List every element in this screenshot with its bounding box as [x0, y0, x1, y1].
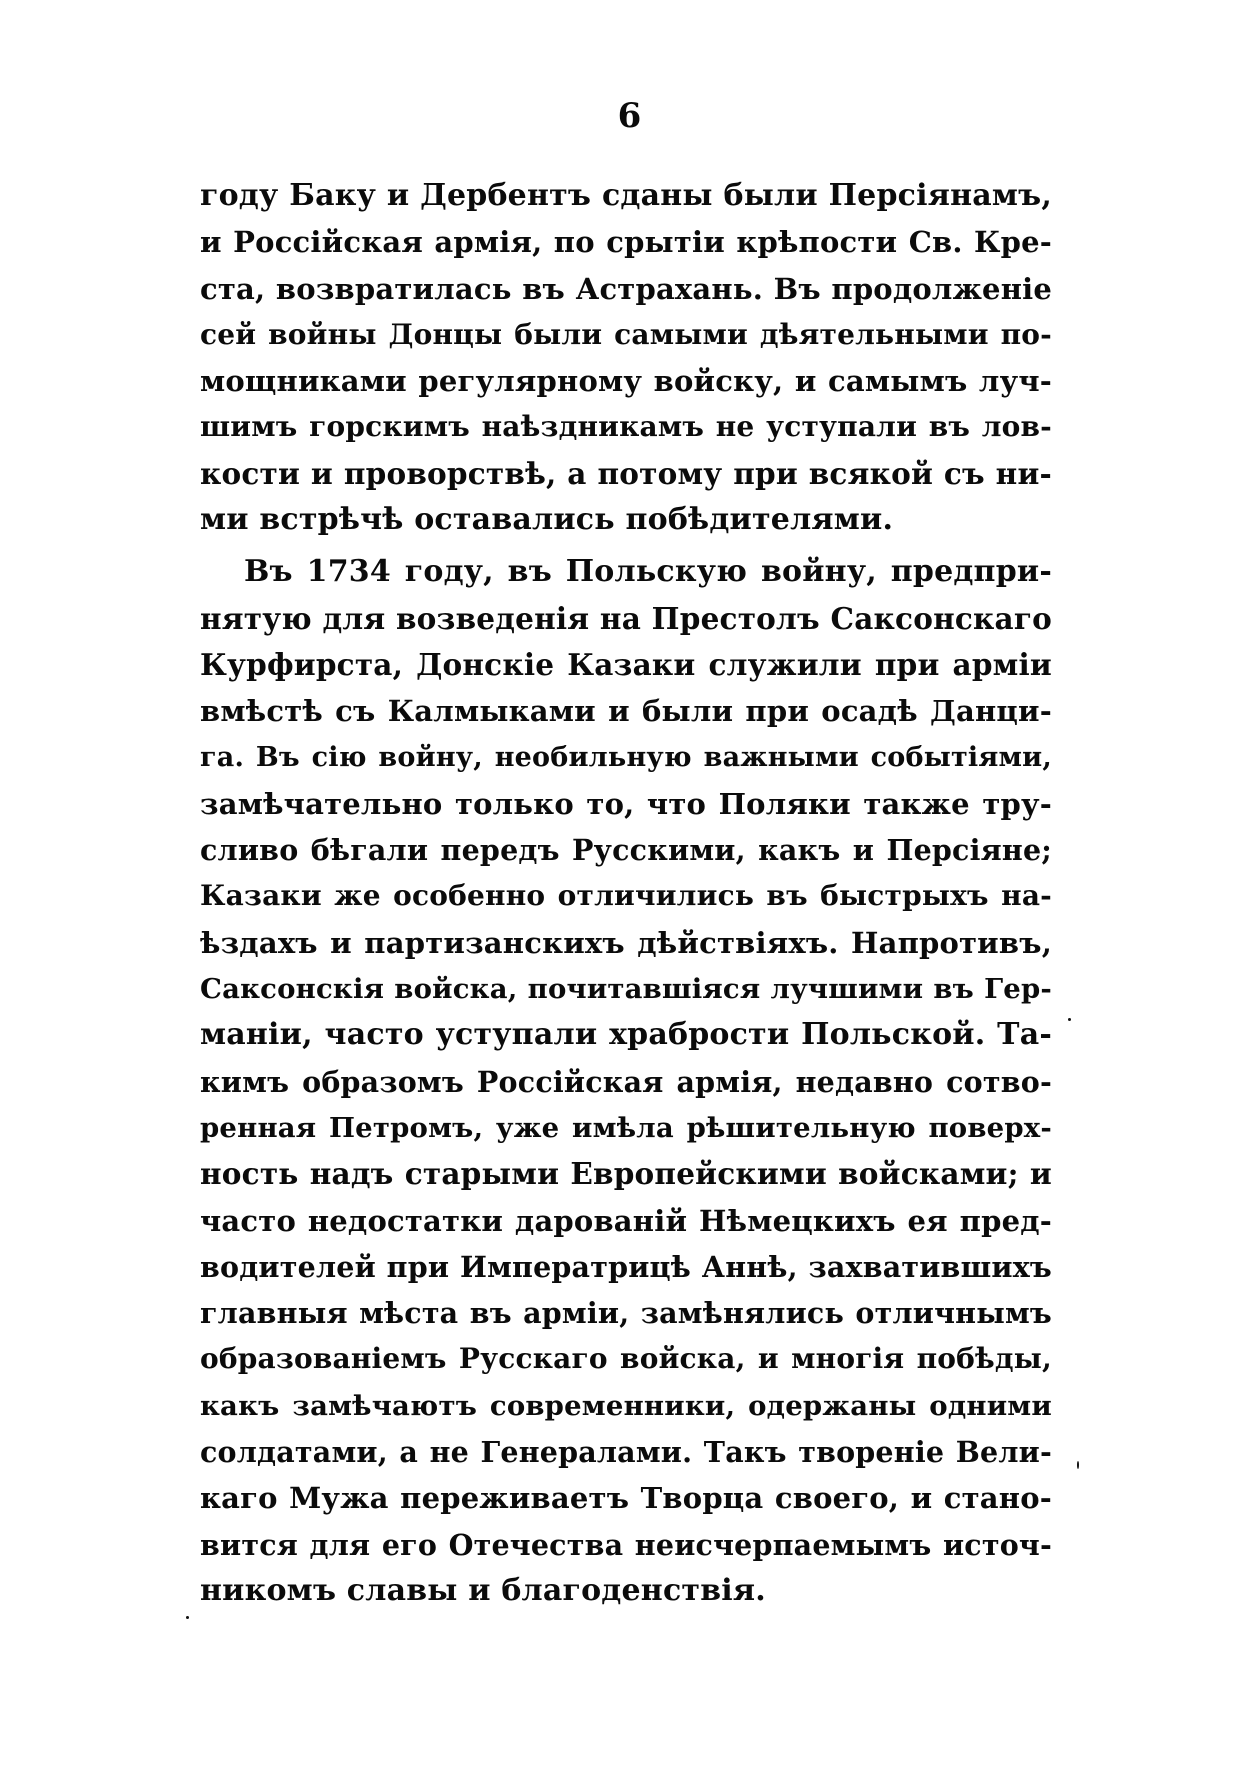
paragraph — [200, 173, 1052, 543]
text-line: маніи, часто уступали храбрости Польской. Та- — [200, 1017, 1052, 1053]
text-line: шимъ горскимъ наѣздникамъ не уступали въ лов- — [200, 410, 1052, 444]
text-line: замѣчательно только то, что Поляки также тру- — [200, 786, 1052, 821]
text-line: каго Мужа переживаетъ Творца своего, и стано- — [200, 1481, 1052, 1516]
text-line: часто недостатки дарованій Нѣмецкихъ ея пред- — [200, 1203, 1052, 1238]
body-text — [200, 173, 1052, 1614]
text-line: ми встрѣчѣ оставались побѣдителями. — [200, 502, 894, 538]
text-line: и Россійская армія, по срытіи крѣпости Св. Кре- — [200, 225, 1052, 260]
text-line: кости и проворствѣ, а потому при всякой съ ни- — [200, 455, 1052, 491]
text-line: Въ 1734 году, въ Польскую войну, предпри- — [244, 554, 1052, 590]
text-line: ѣздахъ и партизанскихъ дѣйствіяхъ. Напротивъ, — [200, 925, 1052, 960]
text-line: Казаки же особенно отличились въ быстрыхъ на- — [200, 879, 1052, 913]
paragraph — [200, 549, 1052, 1614]
text-line: водителей при Императрицѣ Аннѣ, захватившихъ — [200, 1249, 1052, 1284]
text-line: вмѣстѣ съ Калмыками и были при осадѣ Данци- — [200, 694, 1052, 729]
text-line: мощниками регулярному войску, и самымъ луч- — [200, 364, 1052, 399]
text-line: кимъ образомъ Россійская армія, недавно сотво- — [200, 1064, 1052, 1099]
text-line: ста, возвратилась въ Астрахань. Въ продолженіе — [200, 271, 1052, 306]
text-line: ренная Петромъ, уже имѣла рѣшительную поверх- — [200, 1111, 1052, 1144]
text-line: нятую для возведенія на Престолъ Саксонскаго — [200, 600, 1052, 636]
page-number: 6 — [617, 96, 642, 136]
scan-speck — [1068, 1018, 1071, 1021]
text-line: какъ замѣчаютъ современники, одержаны одними — [200, 1389, 1052, 1422]
text-line: солдатами, а не Генералами. Такъ твореніе Вели- — [200, 1435, 1052, 1470]
text-line: Курфирста, Донскіе Казаки служили при арміи — [200, 646, 1052, 682]
text-line: году Баку и Дербентъ сданы были Персіянамъ, — [200, 178, 1052, 213]
scan-speck — [1077, 1461, 1079, 1469]
text-line: га. Въ сію войну, необильную важными событіями, — [200, 741, 1052, 773]
text-line: никомъ славы и благоденствія. — [200, 1572, 766, 1608]
text-line: образованіемъ Русскаго войска, и многія побѣды, — [200, 1342, 1052, 1376]
text-line: сливо бѣгали передъ Русскими, какъ и Персіяне; — [200, 833, 1052, 868]
text-line: сей войны Донцы были самыми дѣятельными по- — [200, 317, 1052, 351]
text-line: главныя мѣста въ арміи, замѣнялись отличнымъ — [200, 1296, 1052, 1331]
text-line: вится для его Отечества неисчерпаемымъ источ- — [200, 1527, 1052, 1562]
text-line: ность надъ старыми Европейскими войсками; и — [200, 1156, 1052, 1192]
text-line: Саксонскія войска, почитавшіяся лучшими въ Гер- — [200, 973, 1052, 1006]
scan-speck — [186, 1616, 189, 1619]
